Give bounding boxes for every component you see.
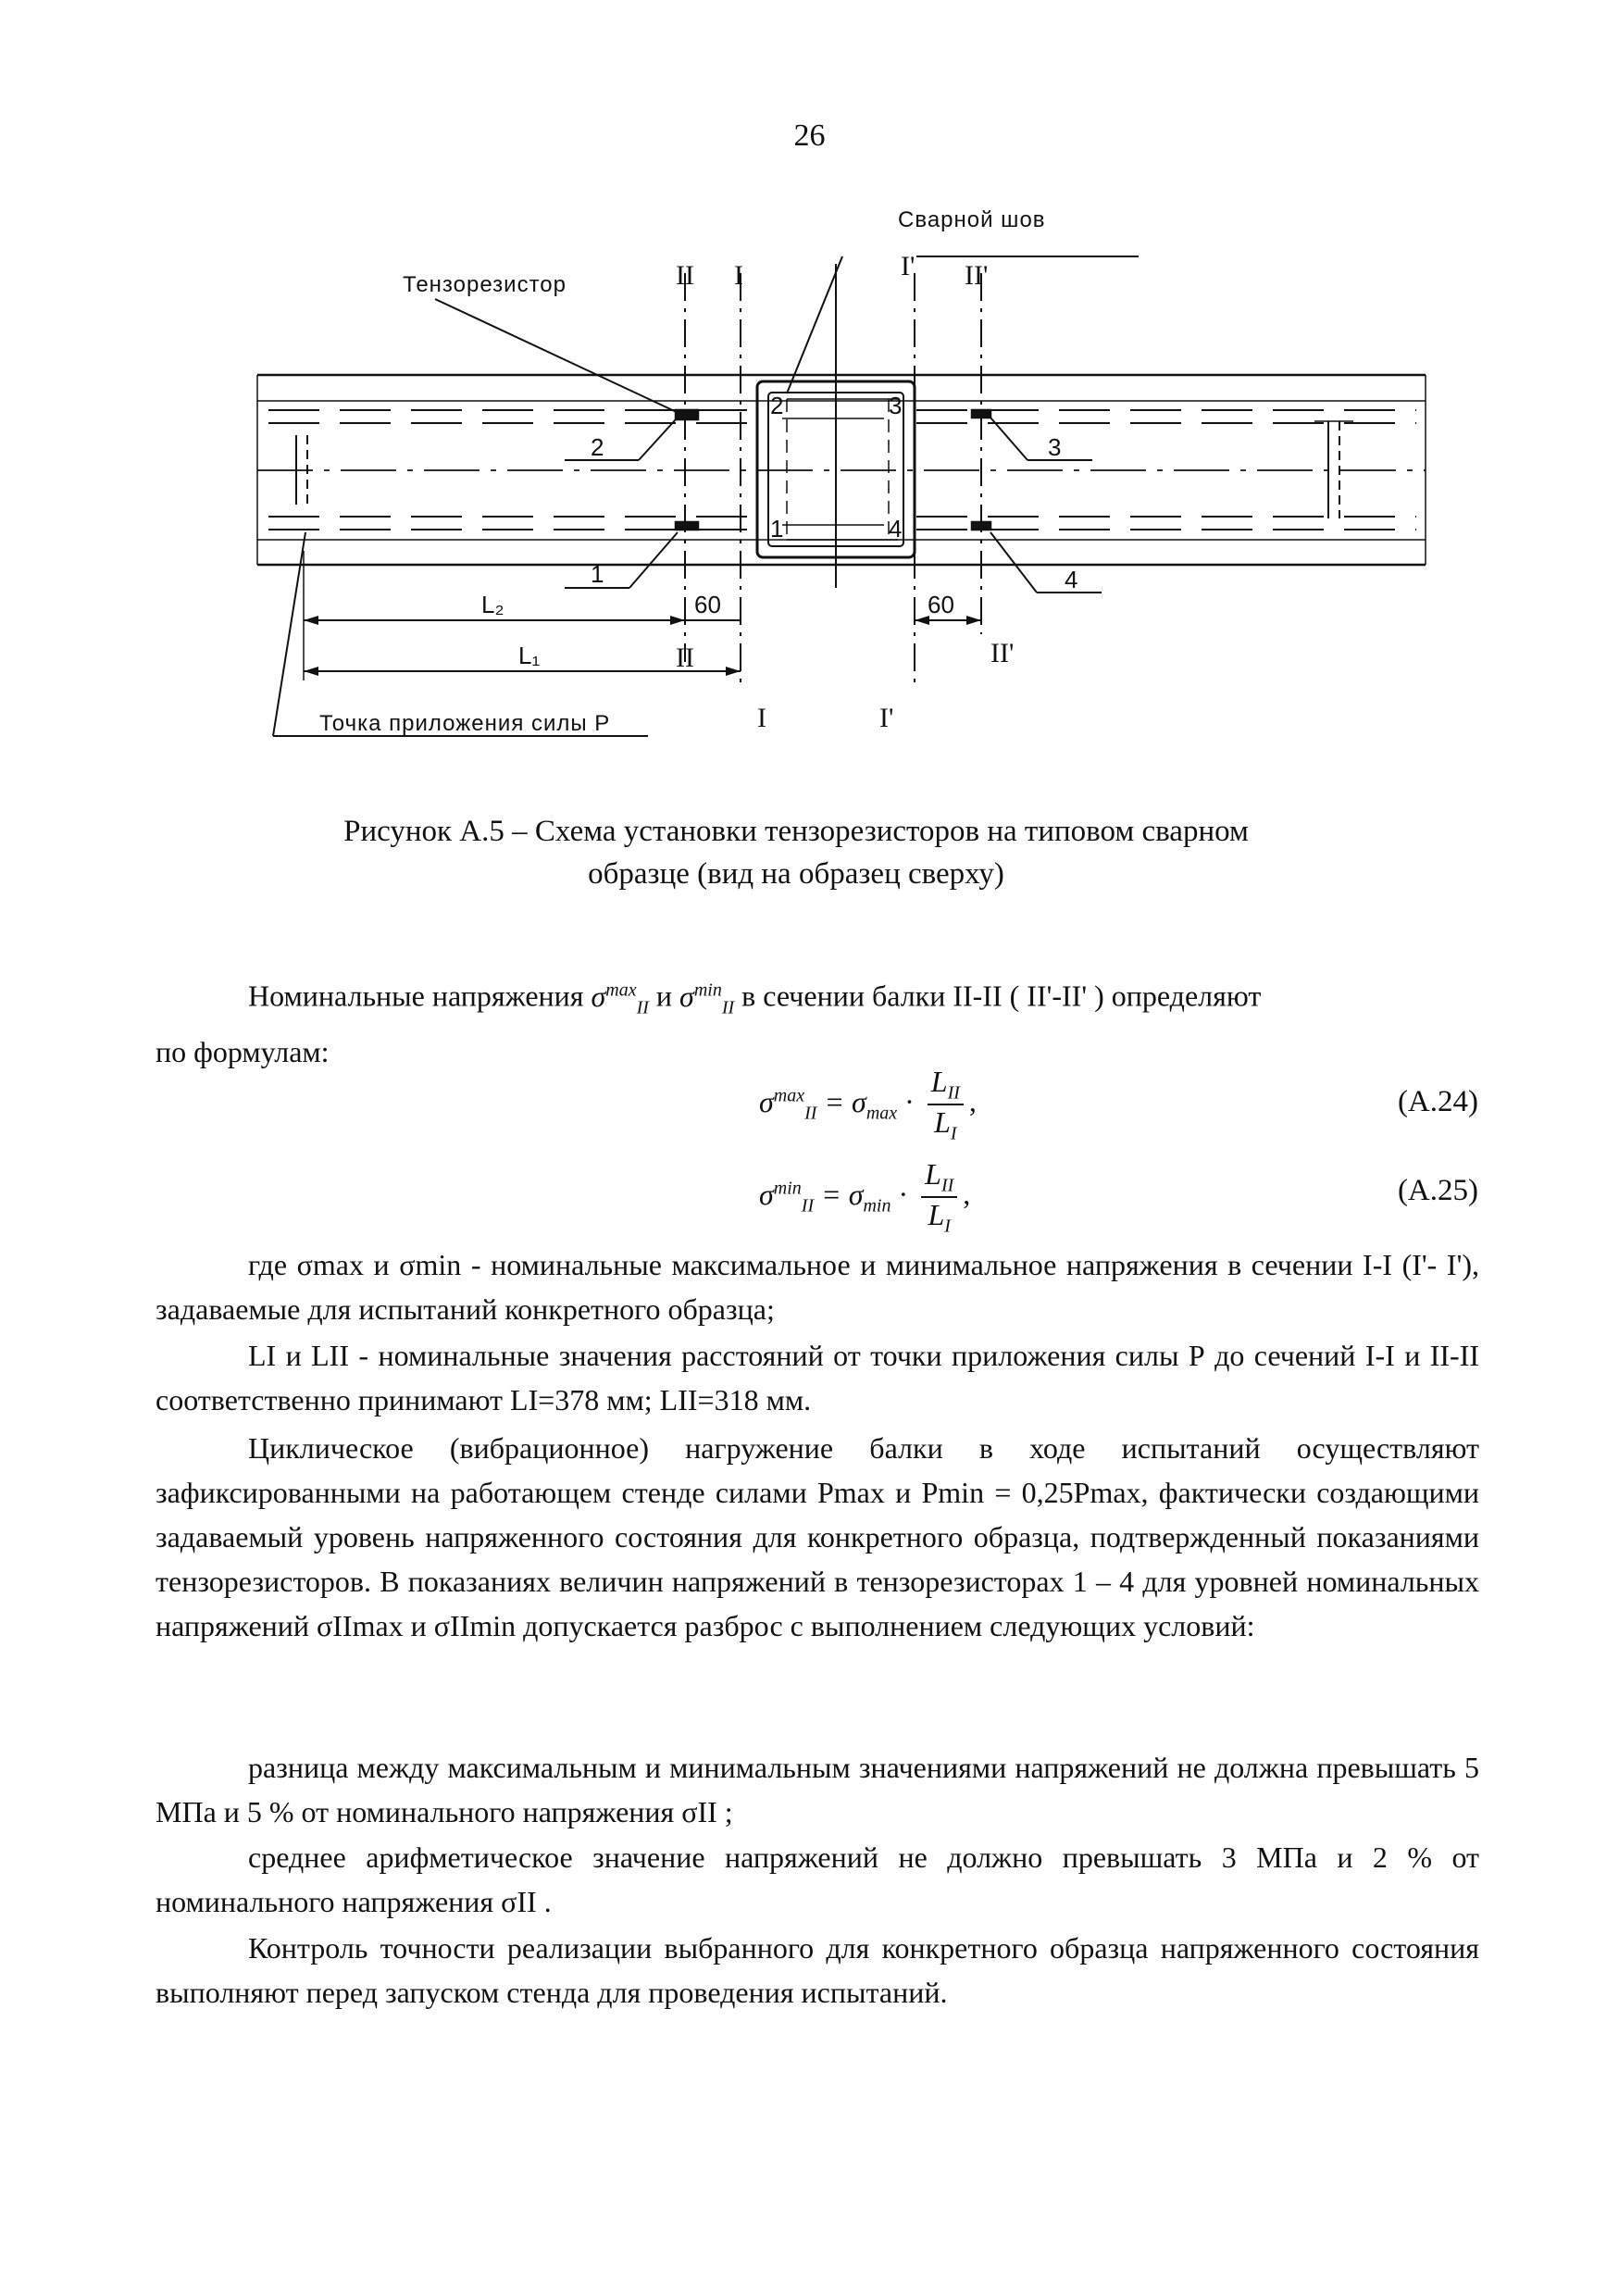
strain-gauge-label: Тензорезистор xyxy=(403,272,567,297)
dim-L2: L₂ xyxy=(481,591,504,618)
gauge-number-4-box: 4 xyxy=(889,515,903,543)
leader-strain-gauge xyxy=(435,299,680,414)
leader-weld xyxy=(787,256,842,393)
gauge-number-2-box: 2 xyxy=(770,392,784,419)
intro-line-2: по формулам: xyxy=(156,1035,330,1069)
formula-a25: $\sigma^{min}_{II} = \sigma_{min}$ · $\frac{L_{II}}{L_I}$ , xyxy=(759,1157,971,1237)
leader-force-point xyxy=(273,532,305,736)
formula-a24: $\sigma^{max}_{II} = \sigma_{max}$ · $\frac{L_{II}}{L_I}$ , xyxy=(759,1065,977,1144)
paragraph-condition-1: разница между максимальным и минимальным значениями напряжений не должна превышать 5 МПа и 5 % от номинального напряжения σII ; xyxy=(156,1751,1479,1828)
section-II-top: II xyxy=(676,260,694,291)
caption-line-1: Рисунок А.5 – Схема установки тензорезисторов на типовом сварном xyxy=(343,815,1249,848)
section-II-prime-top: II' xyxy=(965,260,989,291)
paragraph-intro: Номинальные напряжения $\sigma^{max}_{II}$ и $\sigma^{min}_{II}$ в сечении балки II-II ( II'-II' ) определяют по формулам: xyxy=(156,967,1479,1074)
equation-number-a25: (А.25) xyxy=(1397,1174,1478,1207)
weld-label: Сварной шов xyxy=(898,207,1046,232)
gauge-number-1-box: 1 xyxy=(770,515,784,543)
figure-a5 xyxy=(250,199,1490,759)
section-I-prime-bottom: I' xyxy=(879,703,894,733)
section-I-top: I xyxy=(734,260,743,291)
paragraph-control: Контроль точности реализации выбранного для конкретного образца напряженного состояния выполняют перед запуском стенда для проведения испытаний. xyxy=(156,1931,1479,2009)
gauge-callout-1: 1 xyxy=(591,560,604,588)
gauge-1 xyxy=(676,522,698,530)
gauge-number-3-box: 3 xyxy=(889,392,903,419)
gauge-3 xyxy=(972,410,990,418)
section-II-bottom: II xyxy=(676,643,694,673)
caption-line-2: образце (вид на образец сверху) xyxy=(588,857,1004,891)
dim-60-left: 60 xyxy=(694,591,721,618)
gauge-4 xyxy=(972,522,990,530)
paragraph-cyclic-loading: Циклическое (вибрационное) нагружение балки в ходе испытаний осуществляют зафиксированными на работающем стенде силами Pmax и Pmin = 0,25Pmax, фактически создающими задаваемый уровень напряженного состояния для конкретного образца, подтвержденный показаниями тензорезисторов. В показаниях величин напряжений в тензорезисторах 1 – 4 для уровней номинальных напряжений σIImax и σIImin допускается разброс с выполнением следующих условий: xyxy=(156,1431,1479,1642)
gauge-2 xyxy=(676,410,698,419)
section-I-prime-top: I' xyxy=(901,251,915,281)
dim-60-right: 60 xyxy=(928,591,954,618)
paragraph-where-sigma: где σmax и σmin - номинальные максимальное и минимальное напряжения в сечении I-I (I'- I'), задаваемые для испытаний конкретного образца; xyxy=(156,1248,1479,1326)
gauge-callout-4: 4 xyxy=(1065,566,1078,593)
section-II-prime-bottom: II' xyxy=(990,638,1015,668)
gauge-callout-2: 2 xyxy=(591,433,604,461)
gauge-callout-3: 3 xyxy=(1048,433,1062,461)
section-I-bottom: I xyxy=(757,703,766,733)
page-number: 26 xyxy=(793,119,826,153)
dim-L1: L₁ xyxy=(518,642,541,669)
force-point-label: Точка приложения силы Р xyxy=(319,711,611,736)
paragraph-distances: LI и LII - номинальные значения расстояний от точки приложения силы Р до сечений I-I и II-II соответственно принимают LI=378 мм; LII=318 мм. xyxy=(156,1339,1479,1416)
beam-diagram xyxy=(250,199,1490,755)
figure-caption xyxy=(241,810,1351,895)
paragraph-condition-2: среднее арифметическое значение напряжений не должно превышать 3 МПа и 2 % от номинального напряжения σII . xyxy=(156,1841,1479,1918)
equation-number-a24: (А.24) xyxy=(1397,1085,1478,1118)
